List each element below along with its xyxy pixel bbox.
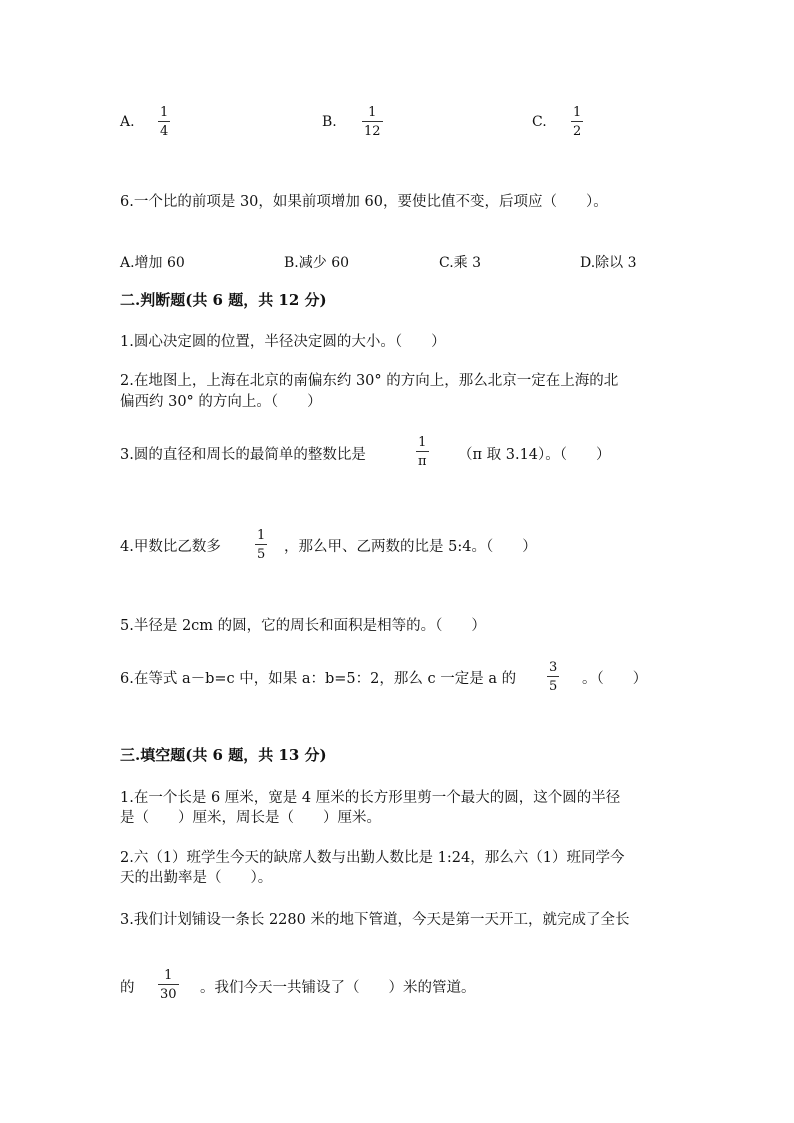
section2-heading: 二.判断题(共 6 题，共 12 分) [120, 291, 327, 309]
fraction-numerator: 1 [164, 968, 173, 983]
q6-option-c: C.乘 3 [439, 255, 482, 271]
q5-option-b-label: B. [322, 114, 337, 130]
s3-q3-fraction [158, 969, 179, 1001]
fraction-numerator: 1 [160, 105, 169, 120]
s3-q1-line1: 1.在一个长是 6 厘米，宽是 4 厘米的长方形里剪一个最大的圆，这个圆的半径 [120, 790, 621, 806]
fraction-numerator: 3 [549, 660, 558, 675]
fraction-denominator: 5 [257, 547, 266, 562]
fraction-numerator: 1 [257, 528, 266, 543]
fraction-numerator: 1 [573, 105, 582, 120]
fraction-denominator: 4 [160, 124, 169, 139]
s3-q3-pre: 的 [120, 980, 135, 996]
q6-option-d: D.除以 3 [580, 255, 637, 271]
q6-option-a: A.增加 60 [120, 255, 185, 271]
s3-q2-line1: 2.六（1）班学生今天的缺席人数与出勤人数比是 1:24，那么六（1）班同学今 [120, 850, 625, 866]
q6-text: 6.一个比的前项是 30，如果前项增加 60，要使比值不变，后项应（ ）。 [120, 194, 608, 210]
fraction-denominator: 2 [573, 124, 582, 139]
q5-option-a-label: A. [120, 114, 135, 130]
s2-q4-text: 4.甲数比乙数多 [120, 539, 221, 555]
q5-option-c-label: C. [532, 114, 547, 130]
s2-q5: 5.半径是 2cm 的圆，它的周长和面积是相等的。（ ） [120, 618, 486, 634]
fraction-denominator: 30 [160, 987, 177, 1002]
fraction-numerator: 1 [418, 435, 427, 450]
s2-q6-fraction [547, 661, 559, 693]
section3-heading: 三.填空题(共 6 题，共 13 分) [120, 746, 327, 764]
s3-q3-line1: 3.我们计划铺设一条长 2280 米的地下管道，今天是第一天开工，就完成了全长 [120, 912, 630, 928]
fraction-denominator: 5 [549, 679, 558, 694]
s2-q3-text: 3.圆的直径和周长的最简单的整数比是 [120, 447, 366, 463]
s2-q4-tail: ，那么甲、乙两数的比是 5:4。（ ） [284, 539, 537, 555]
q5-option-c-fraction [571, 106, 583, 138]
fraction-denominator: 12 [364, 124, 381, 139]
s2-q4-fraction [255, 529, 267, 561]
s2-q6-tail: 。（ ） [582, 671, 648, 687]
q5-option-a-fraction [158, 106, 170, 138]
s2-q2-line1: 2.在地图上，上海在北京的南偏东约 30° 的方向上，那么北京一定在上海的北 [120, 373, 619, 389]
fraction-numerator: 1 [368, 105, 377, 120]
s3-q2-line2: 天的出勤率是（ ）。 [120, 870, 273, 886]
q6-option-b: B.减少 60 [284, 255, 350, 271]
s2-q3-fraction [416, 436, 429, 468]
s3-q3-tail: 。我们今天一共铺设了（ ）米的管道。 [200, 980, 476, 996]
s3-q1-line2: 是（ ）厘米，周长是（ ）厘米。 [120, 810, 381, 826]
fraction-denominator: π [418, 454, 427, 469]
s2-q1: 1.圆心决定圆的位置，半径决定圆的大小。（ ） [120, 334, 446, 350]
s2-q2-line2: 偏西约 30° 的方向上。（ ） [120, 394, 322, 410]
q5-option-b-fraction [362, 106, 383, 138]
s2-q3-tail: （π 取 3.14）。（ ） [458, 447, 611, 463]
s2-q6-text: 6.在等式 a－b=c 中，如果 a：b=5：2，那么 c 一定是 a 的 [120, 671, 517, 687]
